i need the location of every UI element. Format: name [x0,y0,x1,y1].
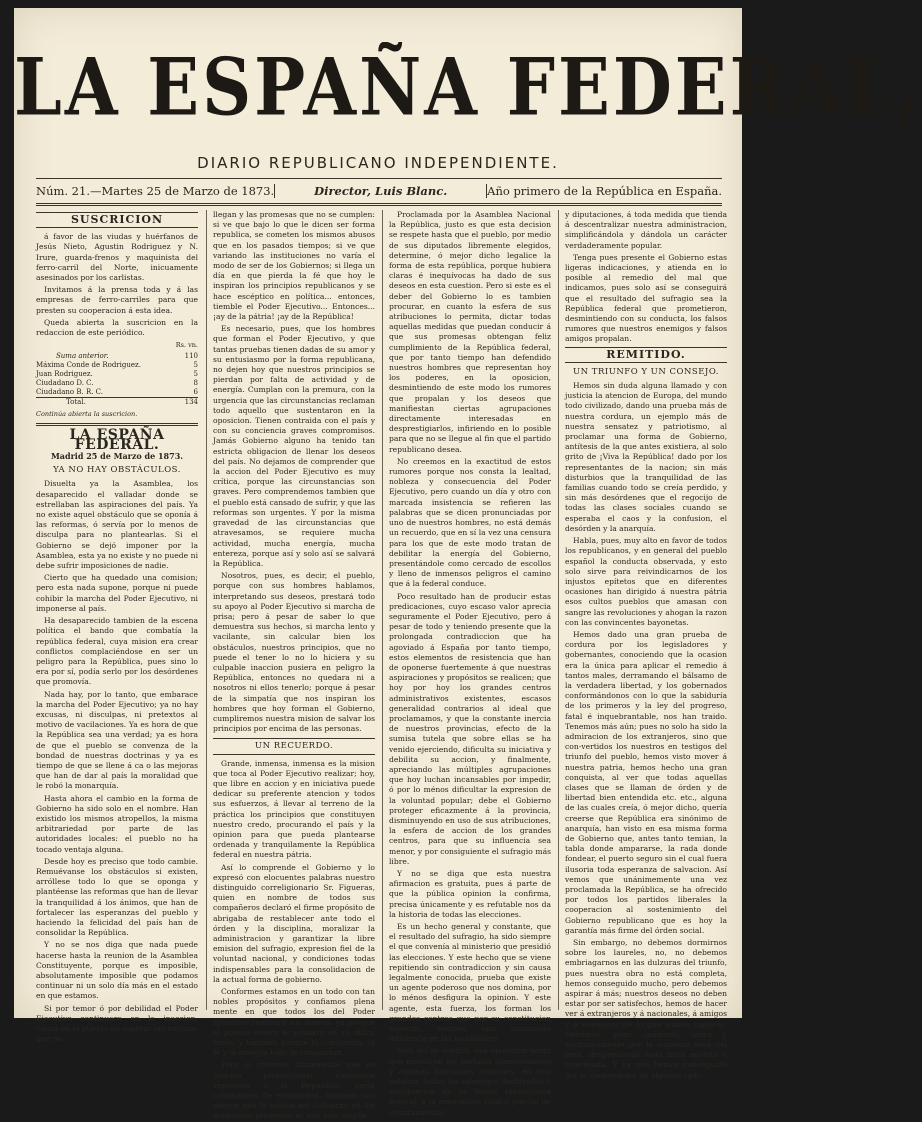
article-paragraph: Desde hoy es preciso que todo cambie. Remuévanse los obstáculos si existen, arróllese todo lo que se oponga y plantéense las reformas que han de llevar la tranquilidad á los ánimos, que han de fortalecer las esperanzas del pueblo y haciendo la felicidad del país han de consolidar la República. [36,856,198,938]
article-paragraph: Es un hecho general y constante, que el resultado del sufragio, ha sido siempre el que convenía al ministerio que presidió las elecciones. Y este hecho que se viene repitiendo sin contradiccion y sin causa legalmente conocida, prueba que existe un agente poderoso que nos domina, por lo ménos desfigura la opinion. Y este agente, esta fuerza, los forman los grandes centros que por su constitucion especial, ejercen una omnímoda influencia en las localidades. [389,922,551,1044]
article-paragraph: Hemos sin duda alguna llamado y con justicia la atencion de Europa, del mundo todo civilizado, dando una prueba más de nuestra cordura, un ejemplo más de nuestra sensatez y patriotismo, al proclamar una forma de Gobierno, antítesis de la que antes existiera, al solo grito de ¡Viva la República! dado por los representantes de la nacion; sin más disturbios que la tranquilidad de las familias cuando todo se creía perdido, y sin más desórdenes que el regocijo de todas las clases sociales cuando se esperaba el caos y la confusion, el desórden y la anarquía. [565,381,727,533]
article-paragraph: Disuelta ya la Asamblea, los desaparecido el valladar donde se estrellaban las aspiraciones del país. Ya no existe aquel obstáculo que se oponía á las reformas, ó servía por lo menos de disculpa para no plantearlas. Si el Gobierno se dejó imponer por la Asamblea, esta ya no existe y no puede ni debe sufrir imposiciones de nadie. [36,479,198,571]
table-row: Máxima Conde de Rodriguez. 5 [36,361,198,370]
masthead-title: LA ESPAÑA FEDERAL, [14,42,922,134]
column-3 [389,210,551,1117]
section-paper-name: LA ESPAÑA FEDERAL. [69,426,165,453]
article-paragraph: No creemos en la exactitud de estos rumores porque nos consta la lealtad, nobleza y consecuencia del Poder Ejecutivo, pero cuando un día y otro con marcada insistencia se refieren las palabras que se dicen pronunciadas por uno de nuestros hombres, no está demás un recuerdo, que en sí la vez una censura para los que de este modo tratan de debilitar la energía del Gobierno, presentándole como cercado de escollos y lleno de inmensos peligros el camino que á la federal conduce. [389,456,551,589]
column-separator [382,210,383,1010]
article-paragraph: Hemos dado una gran prueba de cordura por los legisladores y gobernantes, conociendo que la ocasion era la única para aplicar el remedio á tantos males, derramando el bálsamo de la verdadera libertad, y los gobernados conformándonos con lo que la sabiduría de los primeros y la ley del progreso, fatal é inquebrantable, nos han traido. Tenemos más aún; pues no solo ha sido la admiracion de los extranjeros, sino que con-vertidos los nuestros en testigos del triunfo del pueblo, hemos visto mover á nuestra patria, hemos hecho una gran conquista, al ver que todas aquellas clases que se llaman de órden y de libertad bien entendida etc. etc., alguna de las cuales creía, ó mejor dicho, quería creerse que República era sinónimo de anarquía, han visto en esa misma forma de Gobierno que, antes tanto temian, la tabla donde ampararse, la rada donde fondear, el puerto seguro sin el cual fuera ilusoria toda esperanza de salvacion. Así vemos que unánimemente una vez proclamada la República, se ha ofrecido por todos los partidos liberales la cooperacion al sostenimiento del Gobierno republicano que es hoy la garantía más firme del órden social. [565,629,727,935]
column-4 [565,210,727,1080]
dateline: Madrid 25 de Marzo de 1873. [50,451,184,462]
table-row: Ciudadano D. C. 8 [36,379,198,388]
table-row: Suma anterior. 110 [56,352,198,361]
subscription-table [36,352,198,407]
column-1 [36,210,198,1044]
table-row: Ciudadano B. R. C. 6 [36,388,198,397]
column-separator [206,210,207,1010]
article-paragraph: Nosotros, pues, es decir, el pueblo, porque con sus hombres hablamos, interpretando sus deseos, prestará todo su apoyo al Poder Ejecutivo si marcha de prisa; pero á pesar de saber lo que demuestra sus hechos, si marcha lento y vacilante, sin calcular bien los obstáculos, nuestros principios, que no puede el tener lo no lo hiciera y su culpable inaccion pusiera en peligro la República, entonces no quedara ni a nosotros ni ellos tenerlo; porque á pesar de la simpatía que nos inspiran los hombres que hoy forman el Gobierno, cumpliremos nuestra mision de salvar los principios por encima de las personas. [213,571,375,734]
article-paragraph: Pero si creemos firmemente que es preciso proporcionar elementos vigorosos á la República, darla condiciones de estabilidad, tambien nos parece que la mision del Gobierno en los momentos presentes es aún más amplia. [213,1060,375,1121]
article-paragraph: Si por temor ó por debilidad el Poder Ejecutivo continuara en la inaccion, causa de el pueblo de esperar las mejoras que no [36,1003,198,1044]
article-paragraph: Poco resultado han de producir estas predicaciones, cuyo escaso valor aprecia seguramente el Poder Ejecutivo, pero á pesar de todo y teniendo presente que la prolongada contradiccion que ha agoviado á España por tanto tiempo, estos elementos de resistencia que han de oponerse fuertemente á que nuestras aspiraciones y propósitos se realicen; que hoy por hoy los grandes centros administrativos existentes, escasos generalidad contrarios al ideal que proclamamos, y que la constante inercia de nuestros provincias, efecto de la sumisa tutela que sobre ellas se ha venido ejerciendo, dificulta su iniciativa y debilita su accion, y finalmente, apreciando las múltiples agrupaciones que hoy luchan incansables por impedir, ó por lo ménos dificultar la expresion de la voluntad popular; debe el Gobierno proteger eficazmente á la provincia, disminuyendo en uso de sus atribuciones, la esfera de accion de los grandes centros, para que su influencia sea menor, y por consiguiente el sufragio más libre. [389,591,551,866]
article-paragraph: Solo así se explica, esa oposicion tenaz que muestran los partidos conservadores y algunas fracciones radicales, en una palabra, todos los enemigos declarados ó encubiertos de la forma republicana federal, á la renovacion total ó parcial de ayuntamientos [389,1046,551,1117]
article-title: YA NO HAY OBSTÁCULOS. [53,465,181,476]
article-paragraph: Ha desaparecido tambien de la escena política el bando que combatía la república federal, cuya mision era crear conflictos complaciéndose en ser un peligro para la República, pues sino lo era por sí, podía serlo por los desórdenes que promovía. [36,616,198,687]
suscricion-paragraph: á favor de las viudas y huérfanos de Jesús Nieto, Agustin Rodriguez y N. Irure, guarda-frenos y maquinista del ferro-carril del Norte, inicuamente asesinados por los carlistas. [36,232,198,283]
article-paragraph: Nada hay, por lo tanto, que embarace la marcha del Poder Ejecutivo; ya no hay excusas, ni disculpas, ni pretextos al motivo de vacilaciones. Ya es hora de que la República sea una verdad; ya es hora de que el pueblo se convenza de la bondad de nuestras doctrinas y ya es tiempo de que se llene á ca o las mejoras que han de dar al país la moralidad que le robó la monarquía. [36,689,198,791]
column-2 [213,210,375,1121]
article-paragraph: Y no se nos diga que nada puede hacerse hasta la reunion de la Asamblea Constituyente, porque es imposible, absolutamente imposible que podamos continuar ni un solo día más en el estado en que estamos. [36,940,198,1001]
article-paragraph: Grande, inmensa, inmensa es la mision que toca al Poder Ejecutivo realizar; hoy, que libre en accion y en iniciativa puede dedicar su preferente atencion y todos sus esfuerzos, á llevar al terreno de la práctica los principios que constituyen nuestro credo, procurando el país y la opinion para que pueda plantearse ordenada y tranquilamente la República federal en nuestra pátria. [213,758,375,860]
article-paragraph: Es necesario, pues, que los hombres que forman el Poder Ejecutivo, y que tantas pruebas tienen dadas de su amor y su entusiasmo por la forma republicana, no dejen hoy que nuestros principios se pierdan por falta de actividad y de energía. Cumplan con la premura, con la urgencia que las circunstancias reclaman todo aquello que sustentaron en la oposicion. Tienen contraida con el país y con su conciencia graves compromisos. Jamás Gobierno alguno ha tenido tan estricta obligacion de llenar los deseos del país. No dejamos de comprender que la accion del Poder Ejecutivo es muy crítica, porque las circunstancias son graves. Pero comprendemos tambien que el pueblo está cansado de sufrir, y que las reformas son urgentes. Y por la misma gravedad de las circunstancias que atravesamos, se requiere mucha actividad, mucha energía, mucha entereza, porque así y solo así se salvará la República. [213,324,375,568]
table-row: Juan Rodriguez. 5 [36,370,198,379]
suscricion-note: Continúa abierta la suscricion. [36,410,138,419]
suscricion-heading: SUSCRICION [36,212,198,228]
section-divider [36,423,198,426]
article-paragraph: Sin embargo, no debemos dormirnos sobre los laureles, no, no debemos embriagarnos en las dulzuras del triunfo, pues nuestra obra no está completa, hemos conseguido mucho, pero debemos aspirar á más; nuestros deseos no deben estar por ser satisfechos, hemos de hacer ver á extranjeros y á nacionales, á amigos y á enemigos de lo que somos capaces. Debemos, pues, guiarnos, única y exclusivamente por la suprema idea del bien, despreciando toda mira egoísta é interesada. Y ya que hemos conseguido por la cooperacion de algunos radi- [565,938,727,1080]
article-paragraph: llegan y las promesas que no se cumplen: si ve que bajo lo que le dicen ser forma republica, se cometen los mismos abusos que en los pasados tiempos; si ve que variando las instituciones no varía el modo de ser de los Gobiernos; si llega un día en que pierda la fé que hoy le inspiran los principios republicanos y se hace escéptico en política... entonces, tiemble el Poder Ejecutivo... Entonces... ¡ay de la pátria! ¡ay de la República! [213,210,375,322]
total-row: Total. 134 [36,398,198,408]
article-paragraph: Conformes estamos en un todo con tan nobles propósitos y confiamos plena mente en que todos los del Poder Ejecutivo realizará sus deseos, ya porque el pueblo entero le ayudará en su difícil tarea, y tambien porque la constancia, la fé y la energía todo lo conquistan. [213,987,375,1058]
article-paragraph: Habla, pues, muy alto en favor de todos los republicanos, y en general del pueblo español la conducta observada, y esto solo sirve para reivindicarnos de los injustos epítetos que en diferentes ocasiones han dirigido á nuestra pátria esos cultos pueblos que amasan con sangre las revoluciones y ahogan la razon con las convincentes bayonetas. [565,536,727,627]
article-paragraph: Tenga pues presente el Gobierno estas ligeras indicaciones, y atienda en lo posible al remedio del mal que indicamos, pues solo así se conseguirá que el resultado del sufragio sea la República federal que prometieron, desmintiendo con su conducta, los falsos rumores que nuestros enemigos y falsos amigos propalan. [565,252,727,344]
director-name: Director, Luis Blanc. [274,184,487,198]
article-paragraph: Y no se diga que esta nuestra afirmacion es gratuita, pues á parte de que la pública opinion la confirma, precisa únicamente y es refutable nos da la historia de todas las elecciones. [389,869,551,919]
article-paragraph: Cierto que ha quedado una comision; pero esta nada supone, porque ni puede cohibir la marcha del Poder Ejecutivo, ni imponerse al país. [36,573,198,613]
reales-label: Rs. vn. [175,341,198,350]
republic-year: Año primero de la República en España. [487,184,722,198]
newspaper-page [14,8,922,1121]
suscricion-paragraph: Invitamos á la prensa toda y á las empresas de ferro-carriles para que presten su cooperacion á esta idea. [36,285,198,315]
article-paragraph: y diputaciones, á toda medida que tienda á descentralizar nuestra administracion, simplificándola y dándola un carácter verdaderamente popular. [565,210,727,250]
bottom-rule [36,203,722,206]
suscricion-paragraph: Queda abierta la suscricion en la redaccion de este periódico. [36,317,198,338]
remitido-heading: REMITIDO. [565,347,727,363]
article-paragraph: Hasta ahora el cambio en la forma de Gobierno ha sido solo en el nombre. Han existido los mismos atropellos, la misma arbitrariedad por parte de las autoridades locales: el pueblo no ha tocado ventaja alguna. [36,793,198,854]
article-paragraph: Así lo comprende el Gobierno y lo expresó con elocuentes palabras nuestro distinguido correligionario Sr. Figueras, quien en nombre de todos sus compañeros declaró el firme propósito de abrigaba de restablecer ante todo el órden y la disciplina, moralizar la administracion y garantizar la libre emision del sufragio, expresion fiel de la voluntad nacional, y condiciones todas indispensables para la consolidacion de la actual forma de gobierno. [213,862,375,984]
article-paragraph: Proclamada por la Asamblea Nacional la República, justo es que esta decision se respete hasta que el pueblo, por medio de sus diputados libremente elegidos, determine, ó mejor dicho legalice la forma de esta república, porque hubiera claras é inequívocas ha dado de sus deseos en esta cuestion. Pero si este es el deber del Gobierno lo es tambien procurar, en cuanto la esfera de sus atribuciones lo permita, dictar todas aquellas medidas que puedan conducir á que sus promesas obtengan feliz cumplimiento de la República federal, que por tanto tiempo han defendido nuestros hombres que representan hoy los poderes, en la oposicion, desmintiendo de este modo los rumores que propalan y los deseos que manifiestan ciertas agrupaciones directamente interesadas en desprestigiarlos, infiriendo en lo posible para que no se llegue al fin que el partido republicano desea. [389,210,551,454]
masthead-subtitle: DIARIO REPUBLICANO INDEPENDIENTE. [197,154,559,172]
article-title: UN RECUERDO. [213,738,375,754]
top-rule [36,178,722,179]
column-separator [558,210,559,1010]
issue-number-date: Núm. 21.—Martes 25 de Marzo de 1873. [36,184,275,198]
remitido-subtitle: UN TRIUNFO Y UN CONSEJO. [572,366,720,377]
issue-info-bar [36,181,722,201]
